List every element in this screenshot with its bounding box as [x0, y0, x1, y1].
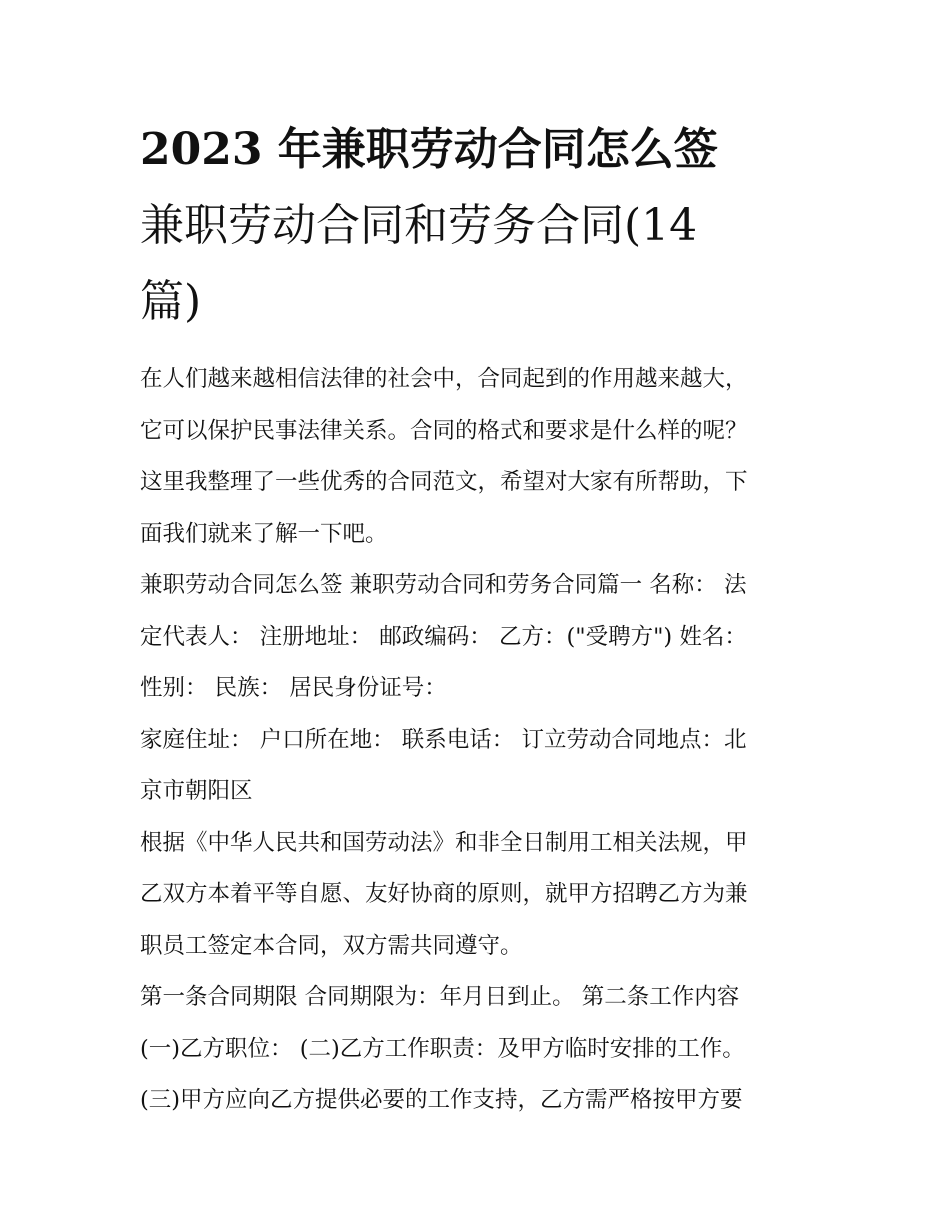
body-line: 乙双方本着平等自愿、友好协商的原则，就甲方招聘乙方为兼: [140, 881, 748, 907]
body-line: 家庭住址： 户口所在地： 联系电话： 订立劳动合同地点：北: [140, 726, 747, 753]
body-line: 它可以保护民事法律关系。合同的格式和要求是什么样的呢？: [140, 417, 748, 444]
body-line: 根据《中华人民共和国劳动法》和非全日制用工相关法规，甲: [140, 829, 748, 856]
title-line: 兼职劳动合同和劳务合同(14: [140, 200, 698, 251]
body-line: 面我们就来了解一下吧。: [140, 520, 388, 547]
body-line: 在人们越来越相信法律的社会中，合同起到的作用越来越大，: [140, 366, 748, 392]
body-line: 职员工签定本合同，双方需共同遵守。: [140, 932, 523, 959]
document-title: [140, 112, 820, 340]
title-line: 篇): [140, 276, 202, 327]
body-line: 定代表人： 注册地址： 邮政编码： 乙方：("受聘方") 姓名：: [140, 623, 747, 650]
body-line: (三)甲方应向乙方提供必要的工作支持，乙方需严格按甲方要: [140, 1087, 743, 1113]
title-line: 2023 年兼职劳动合同怎么签: [140, 124, 718, 175]
document-page: [140, 112, 820, 1127]
body-line: (一)乙方职位： (二)乙方工作职责：及甲方临时安排的工作。: [140, 1035, 745, 1062]
body-line: 这里我整理了一些优秀的合同范文，希望对大家有所帮助，下: [140, 469, 748, 495]
body-line: 第一条合同期限 合同期限为：年月日到止。 第二条工作内容: [140, 984, 740, 1010]
body-line: 性别： 民族： 居民身份证号：: [140, 675, 447, 701]
document-body: [140, 354, 820, 1127]
body-line: 兼职劳动合同怎么签 兼职劳动合同和劳务合同篇一 名称： 法: [140, 572, 747, 598]
body-line: 京市朝阳区: [140, 778, 253, 804]
